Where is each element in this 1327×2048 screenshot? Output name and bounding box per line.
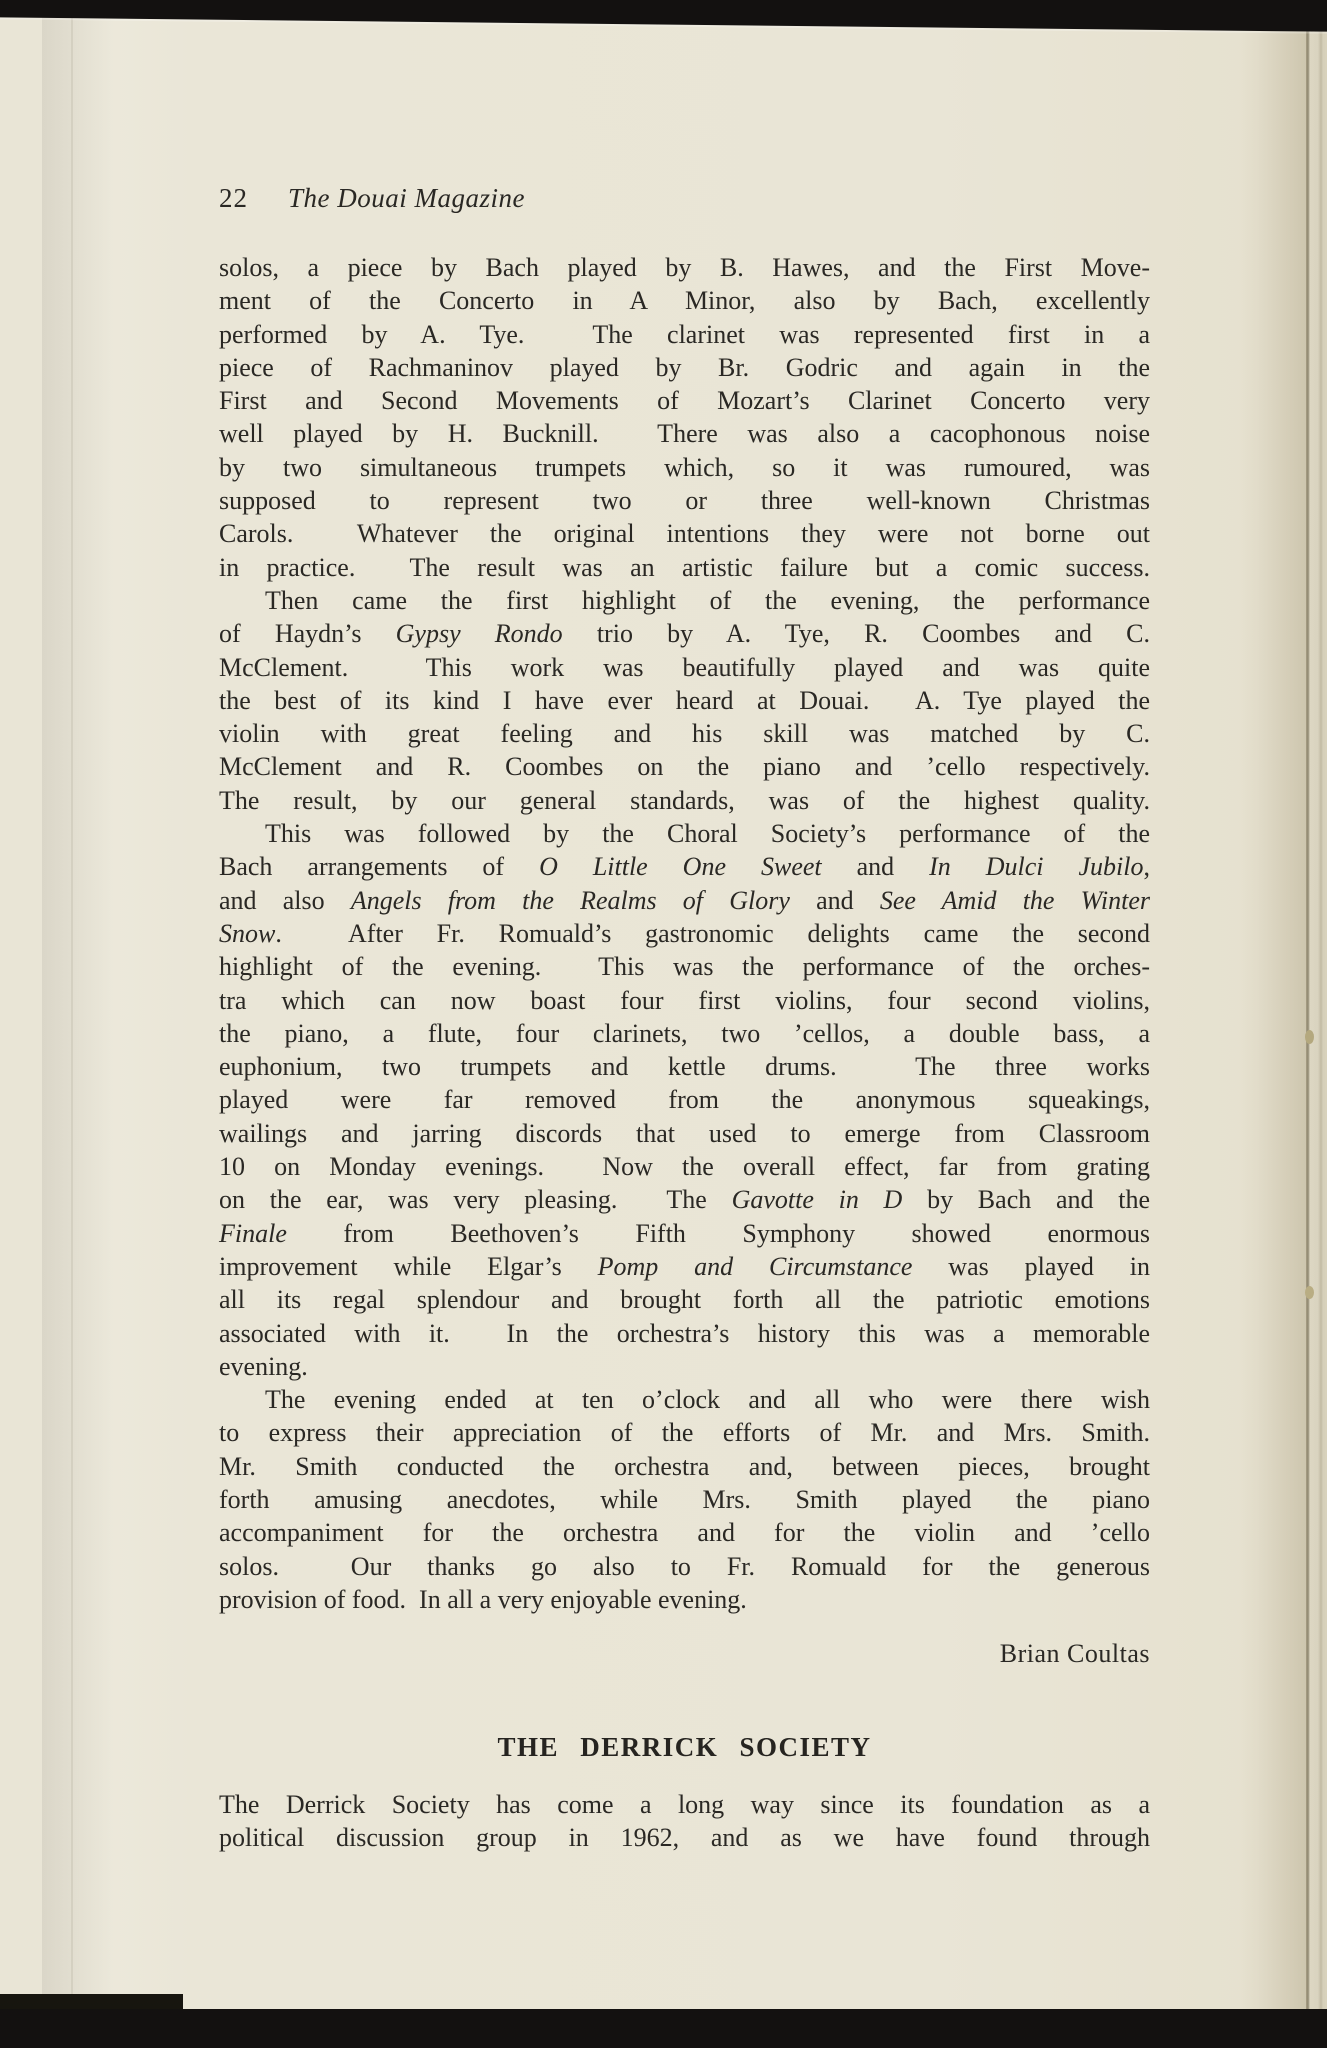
text-line: The evening ended at ten o’clock and all who were there wish: [265, 1385, 1150, 1415]
text-line: ment of the Concerto in A Minor, also by Bach, excellently: [219, 286, 1150, 316]
text-line: Then came the first highlight of the evening, the performance: [265, 585, 1150, 615]
text-line: to express their appreciation of the efforts of Mr. and Mrs. Smith.: [219, 1418, 1150, 1448]
author-signature: Brian Coultas: [999, 1639, 1150, 1668]
gutter-shadow: [42, 14, 137, 2010]
text-line: performed by A. Tye. The clarinet was represented first in a: [219, 319, 1150, 349]
text-line: highlight of the evening. This was the performance of the orches-: [219, 952, 1150, 982]
running-head: [219, 183, 1150, 214]
text-line: the best of its kind I have ever heard at Douai. A. Tye played the: [219, 685, 1150, 715]
text-line: wailings and jarring discords that used to emerge from Classroom: [219, 1118, 1150, 1148]
paper-speck: [1305, 1286, 1314, 1299]
text-line: evening.: [219, 1351, 308, 1381]
text-line: The result, by our general standards, was of the highest quality.: [219, 785, 1150, 815]
text-line: by two simultaneous trumpets which, so it was rumoured, was: [219, 452, 1150, 482]
text-line: First and Second Movements of Mozart’s Clarinet Concerto very: [219, 386, 1150, 416]
text-line: in practice. The result was an artistic failure but a comic success.: [219, 552, 1150, 582]
text-line: all its regal splendour and brought forth all the patriotic emotions: [219, 1285, 1150, 1315]
text-line: euphonium, two trumpets and kettle drums. The three works: [219, 1052, 1150, 1082]
text-line: Snow. After Fr. Romuald’s gastronomic delights came the second: [219, 918, 1150, 948]
page-right-shading: [1240, 14, 1306, 2010]
text-line: provision of food. In all a very enjoyable evening.: [219, 1584, 747, 1614]
text-line: Bach arrangements of O Little One Sweet and In Dulci Jubilo,: [219, 852, 1150, 882]
text-line: McClement and R. Coombes on the piano and ’cello respectively.: [219, 752, 1150, 782]
text-line: Finale from Beethoven’s Fifth Symphony showed enormous: [219, 1218, 1150, 1248]
text-line: tra which can now boast four first violins, four second violins,: [219, 985, 1150, 1015]
text-line: well played by H. Bucknill. There was also a cacophonous noise: [219, 419, 1150, 449]
scan-background-bottom: [0, 2009, 1327, 2048]
section-body: [219, 1788, 1150, 1855]
text-line: violin with great feeling and his skill was matched by C.: [219, 719, 1150, 749]
text-line: 10 on Monday evenings. Now the overall effect, far from grating: [219, 1152, 1150, 1182]
text-line: played were far removed from the anonymous squeakings,: [219, 1085, 1150, 1115]
text-line: political discussion group in 1962, and as we have found through: [219, 1823, 1150, 1853]
text-line: accompaniment for the orchestra and for the violin and ’cello: [219, 1518, 1150, 1548]
text-line: The Derrick Society has come a long way since its foundation as a: [219, 1790, 1150, 1819]
page-edges-left: [0, 0, 44, 2010]
text-line: the piano, a flute, four clarinets, two ’cellos, a double bass, a: [219, 1018, 1150, 1048]
magazine-title: The Douai Magazine: [288, 183, 525, 213]
text-line: forth amusing anecdotes, while Mrs. Smith played the piano: [219, 1484, 1150, 1514]
page-edge-right: [1306, 26, 1327, 2010]
text-line: associated with it. In the orchestra’s history this was a memorable: [219, 1318, 1150, 1348]
page-number: 22: [219, 183, 248, 213]
text-line: solos. Our thanks go also to Fr. Romuald for the generous: [219, 1551, 1150, 1581]
text-line: piece of Rachmaninov played by Br. Godric and again in the: [219, 352, 1150, 382]
text-line: supposed to represent two or three well-known Christmas: [219, 486, 1150, 516]
article-body: [219, 251, 1150, 1616]
paper-speck: [1305, 1030, 1314, 1044]
text-line: of Haydn’s Gypsy Rondo trio by A. Tye, R. Coombes and C.: [219, 619, 1150, 649]
section-heading: THE DERRICK SOCIETY: [497, 1732, 872, 1762]
text-line: McClement. This work was beautifully played and was quite: [219, 652, 1150, 682]
text-line: and also Angels from the Realms of Glory and See Amid the Winter: [219, 885, 1150, 915]
text-line: Carols. Whatever the original intentions they were not borne out: [219, 519, 1150, 549]
text-line: Mr. Smith conducted the orchestra and, between pieces, brought: [219, 1451, 1150, 1481]
gutter-crease: [71, 14, 73, 2010]
text-line: solos, a piece by Bach played by B. Hawes, and the First Move-: [219, 253, 1150, 282]
text-line: improvement while Elgar’s Pomp and Circumstance was played in: [219, 1251, 1150, 1281]
text-line: This was followed by the Choral Society’s performance of the: [265, 819, 1150, 849]
text-line: on the ear, was very pleasing. The Gavotte in D by Bach and the: [219, 1185, 1150, 1215]
